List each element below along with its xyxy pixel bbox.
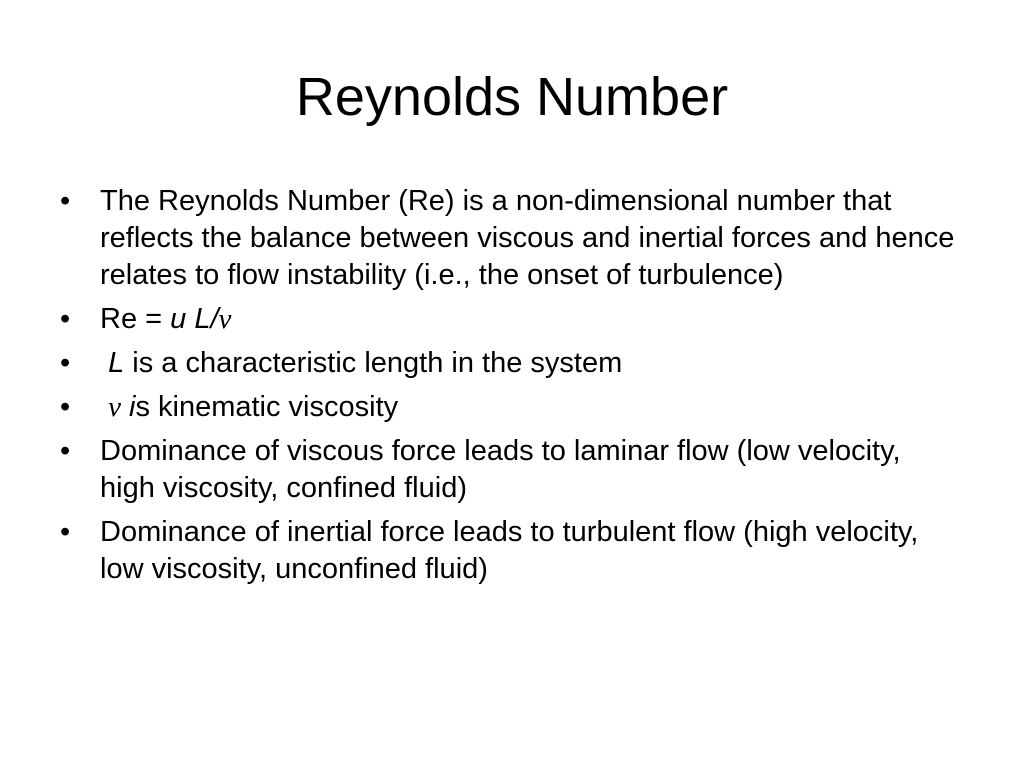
formula-text (100, 301, 960, 338)
bullet-list (60, 183, 960, 595)
bullet-item-formula (60, 301, 960, 338)
bullet-marker: • (60, 391, 71, 423)
length-symbol: L (108, 347, 125, 379)
bullet-item-laminar (60, 433, 960, 507)
bullet-item-length (60, 345, 960, 382)
viscosity-i: i (129, 391, 136, 423)
bullet-marker: • (60, 185, 71, 217)
length-text (100, 345, 960, 382)
bullet-text: Dominance of viscous force leads to laminar flow (low velocity, high viscosity, confined fluid) (100, 435, 901, 504)
viscosity-text (100, 389, 960, 426)
bullet-item-viscosity (60, 389, 960, 426)
formula-slash: / (210, 303, 219, 335)
bullet-marker: • (60, 435, 71, 467)
viscosity-symbol: ν (108, 391, 121, 423)
formula-u: u (170, 303, 187, 335)
formula-L: L (194, 303, 211, 335)
bullet-item-turbulent (60, 514, 960, 588)
bullet-marker: • (60, 516, 71, 548)
bullet-marker: • (60, 303, 71, 335)
formula-nu: ν (218, 303, 232, 335)
viscosity-description: s kinematic viscosity (135, 391, 399, 423)
length-description: is a characteristic length in the system (124, 347, 623, 379)
slide-title: Reynolds Number (295, 67, 729, 127)
bullet-item-definition (60, 183, 960, 294)
bullet-text: Dominance of inertial force leads to turbulent flow (high velocity, low viscosity, unconfined fluid) (100, 516, 919, 585)
bullet-text: The Reynolds Number (Re) is a non-dimensional number that reflects the balance between viscous and inertial forces and hence relates to flow instability (i.e., the onset of turbulence) (100, 185, 955, 291)
bullet-marker: • (60, 347, 71, 379)
formula-prefix: Re = (100, 303, 171, 335)
